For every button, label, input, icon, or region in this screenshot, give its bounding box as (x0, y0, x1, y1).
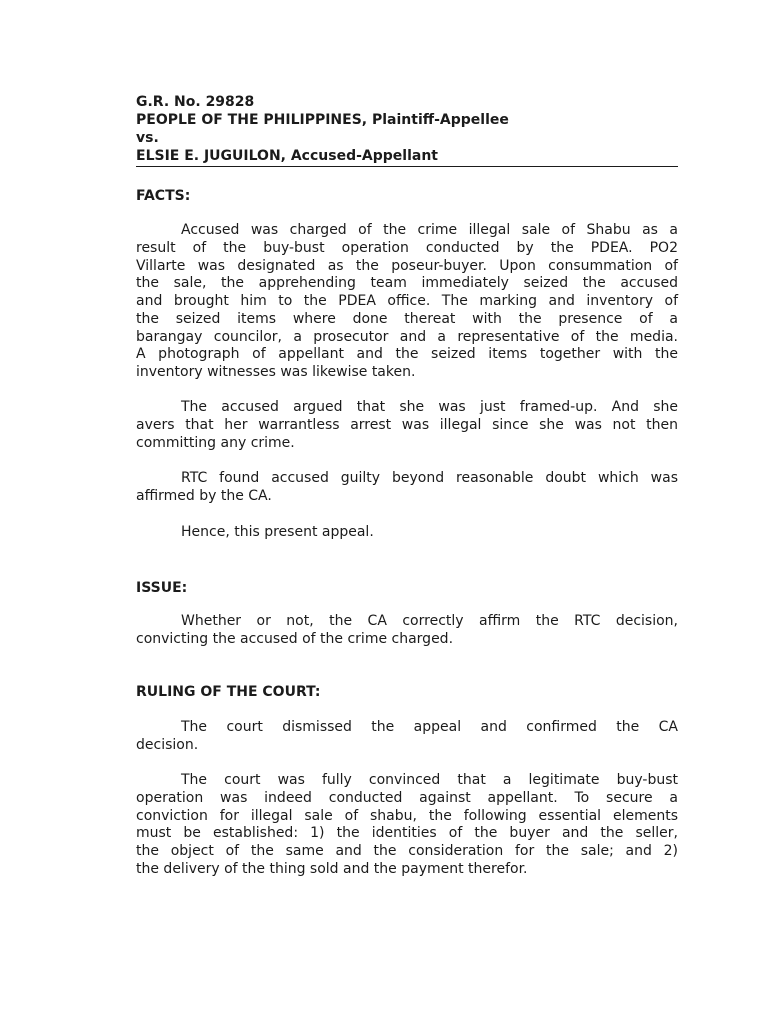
facts-paragraph (136, 470, 678, 506)
paragraph-line: operation was indeed conducted against appellant. To secure a (136, 789, 678, 806)
paragraph-line: RTC found accused guilty beyond reasonable doubt which was (181, 470, 678, 486)
paragraph-line: result of the buy-bust operation conducted by the PDEA. PO2 (136, 239, 678, 256)
paragraph-line: A photograph of appellant and the seized items together with the (136, 346, 678, 363)
facts-paragraph (136, 524, 678, 542)
paragraph-line: committing any crime. (136, 434, 295, 451)
paragraph-line: Villarte was designated as the poseur-buyer. Upon consummation of (136, 257, 678, 274)
paragraph-line: barangay councilor, a prosecutor and a representative of the media. (136, 328, 678, 345)
paragraph-line: the seized items where done thereat with the presence of a (136, 310, 678, 327)
versus-line: vs. (136, 130, 159, 146)
paragraph-line: The court dismissed the appeal and confirmed the CA (181, 719, 678, 735)
ruling-heading: RULING OF THE COURT: (136, 684, 321, 700)
paragraph-line: The accused argued that she was just framed-up. And she (181, 399, 678, 415)
paragraph-line: avers that her warrantless arrest was illegal since she was not then (136, 416, 678, 433)
case-caption (136, 93, 678, 165)
issue-paragraph (136, 613, 678, 649)
paragraph-line: Accused was charged of the crime illegal sale of Shabu as a (181, 222, 678, 238)
paragraph-line: the delivery of the thing sold and the payment therefor. (136, 860, 528, 877)
paragraph-line: Hence, this present appeal. (181, 524, 374, 540)
facts-paragraph (136, 399, 678, 452)
paragraph-line: affirmed by the CA. (136, 487, 272, 504)
case-number: G.R. No. 29828 (136, 94, 255, 110)
ruling-paragraph (136, 772, 678, 879)
paragraph-line: and brought him to the PDEA office. The marking and inventory of (136, 293, 678, 309)
paragraph-line: Whether or not, the CA correctly affirm the RTC decision, (181, 613, 678, 629)
paragraph-line: convicting the accused of the crime charged. (136, 630, 454, 647)
caption-underline (136, 166, 678, 167)
issue-heading: ISSUE: (136, 580, 188, 596)
accused-line: ELSIE E. JUGUILON, Accused-Appellant (136, 148, 438, 164)
paragraph-line: must be established: 1) the identities of the buyer and the seller, (136, 825, 678, 842)
paragraph-line: inventory witnesses was likewise taken. (136, 364, 416, 380)
facts-paragraph (136, 222, 678, 382)
ruling-paragraph (136, 719, 678, 755)
paragraph-line: The court was fully convinced that a legitimate buy-bust (181, 772, 678, 788)
paragraph-line: the object of the same and the consideration for the sale; and 2) (136, 843, 678, 859)
paragraph-line: conviction for illegal sale of shabu, the following essential elements (136, 807, 678, 824)
paragraph-line: decision. (136, 736, 199, 753)
plaintiff-line: PEOPLE OF THE PHILIPPINES, Plaintiff-Appellee (136, 112, 509, 128)
paragraph-line: the sale, the apprehending team immediately seized the accused (136, 275, 678, 292)
facts-heading: FACTS: (136, 188, 191, 204)
